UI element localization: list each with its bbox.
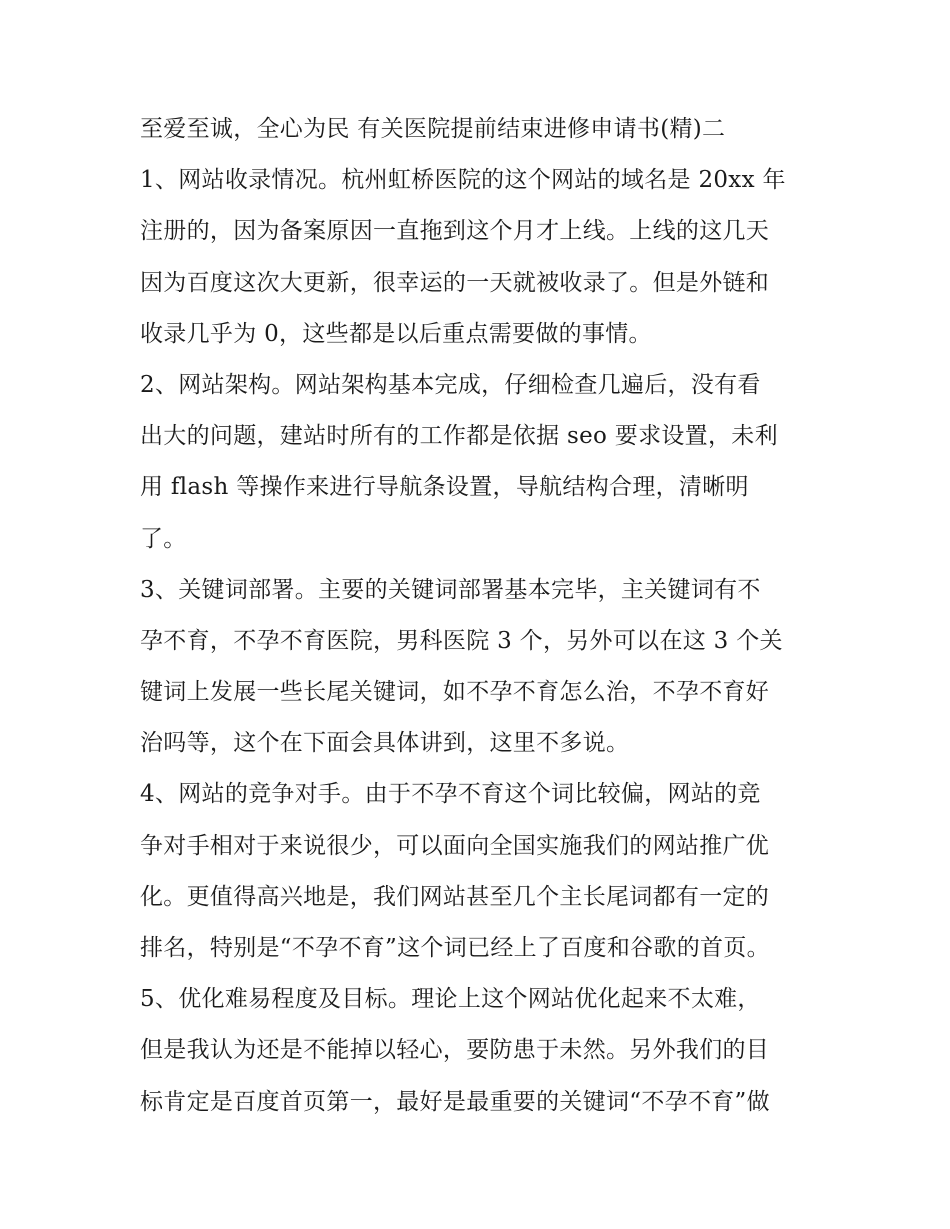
text-line: 注册的，因为备案原因一直拖到这个月才上线。上线的这几天 <box>140 218 770 245</box>
title-line: 至爱至诚，全心为民 有关医院提前结束进修申请书(精)二 <box>140 116 726 142</box>
text-line: 用 flash 等操作来进行导航条设置，导航结构合理，清晰明 <box>140 474 749 501</box>
text-line: 化。更值得高兴地是，我们网站甚至几个主长尾词都有一定的 <box>140 883 770 910</box>
text-line: 3、关键词部署。主要的关键词部署基本完毕，主关键词有不 <box>140 576 761 603</box>
text-line: 4、网站的竞争对手。由于不孕不育这个词比较偏，网站的竞 <box>140 781 761 808</box>
text-line: 因为百度这次大更新，很幸运的一天就被收录了。但是外链和 <box>140 269 770 296</box>
text-line: 键词上发展一些长尾关键词，如不孕不育怎么治，不孕不育好 <box>140 679 770 706</box>
text-line: 排名，特别是“不孕不育”这个词已经上了百度和谷歌的首页。 <box>140 935 770 961</box>
text-line: 争对手相对于来说很少，可以面向全国实施我们的网站推广优 <box>140 832 770 859</box>
text-line: 2、网站架构。网站架构基本完成，仔细检查几遍后，没有看 <box>140 371 761 398</box>
text-line: 了。 <box>140 525 187 552</box>
text-line: 但是我认为还是不能掉以轻心，要防患于未然。另外我们的目 <box>140 1037 770 1064</box>
text-line: 标肯定是百度首页第一，最好是最重要的关键词“不孕不育”做 <box>140 1088 770 1115</box>
text-line: 1、网站收录情况。杭州虹桥医院的这个网站的域名是 20xx 年 <box>140 167 786 194</box>
document-body <box>140 104 830 1128</box>
text-line: 治吗等，这个在下面会具体讲到，这里不多说。 <box>140 730 630 757</box>
text-line: 孕不育，不孕不育医院，男科医院 3 个，另外可以在这 3 个关 <box>140 627 783 654</box>
text-line: 收录几乎为 0，这些都是以后重点需要做的事情。 <box>140 320 652 347</box>
text-line: 5、优化难易程度及目标。理论上这个网站优化起来不太难， <box>140 986 761 1013</box>
text-line: 出大的问题，建站时所有的工作都是依据 seo 要求设置，未利 <box>140 423 778 450</box>
